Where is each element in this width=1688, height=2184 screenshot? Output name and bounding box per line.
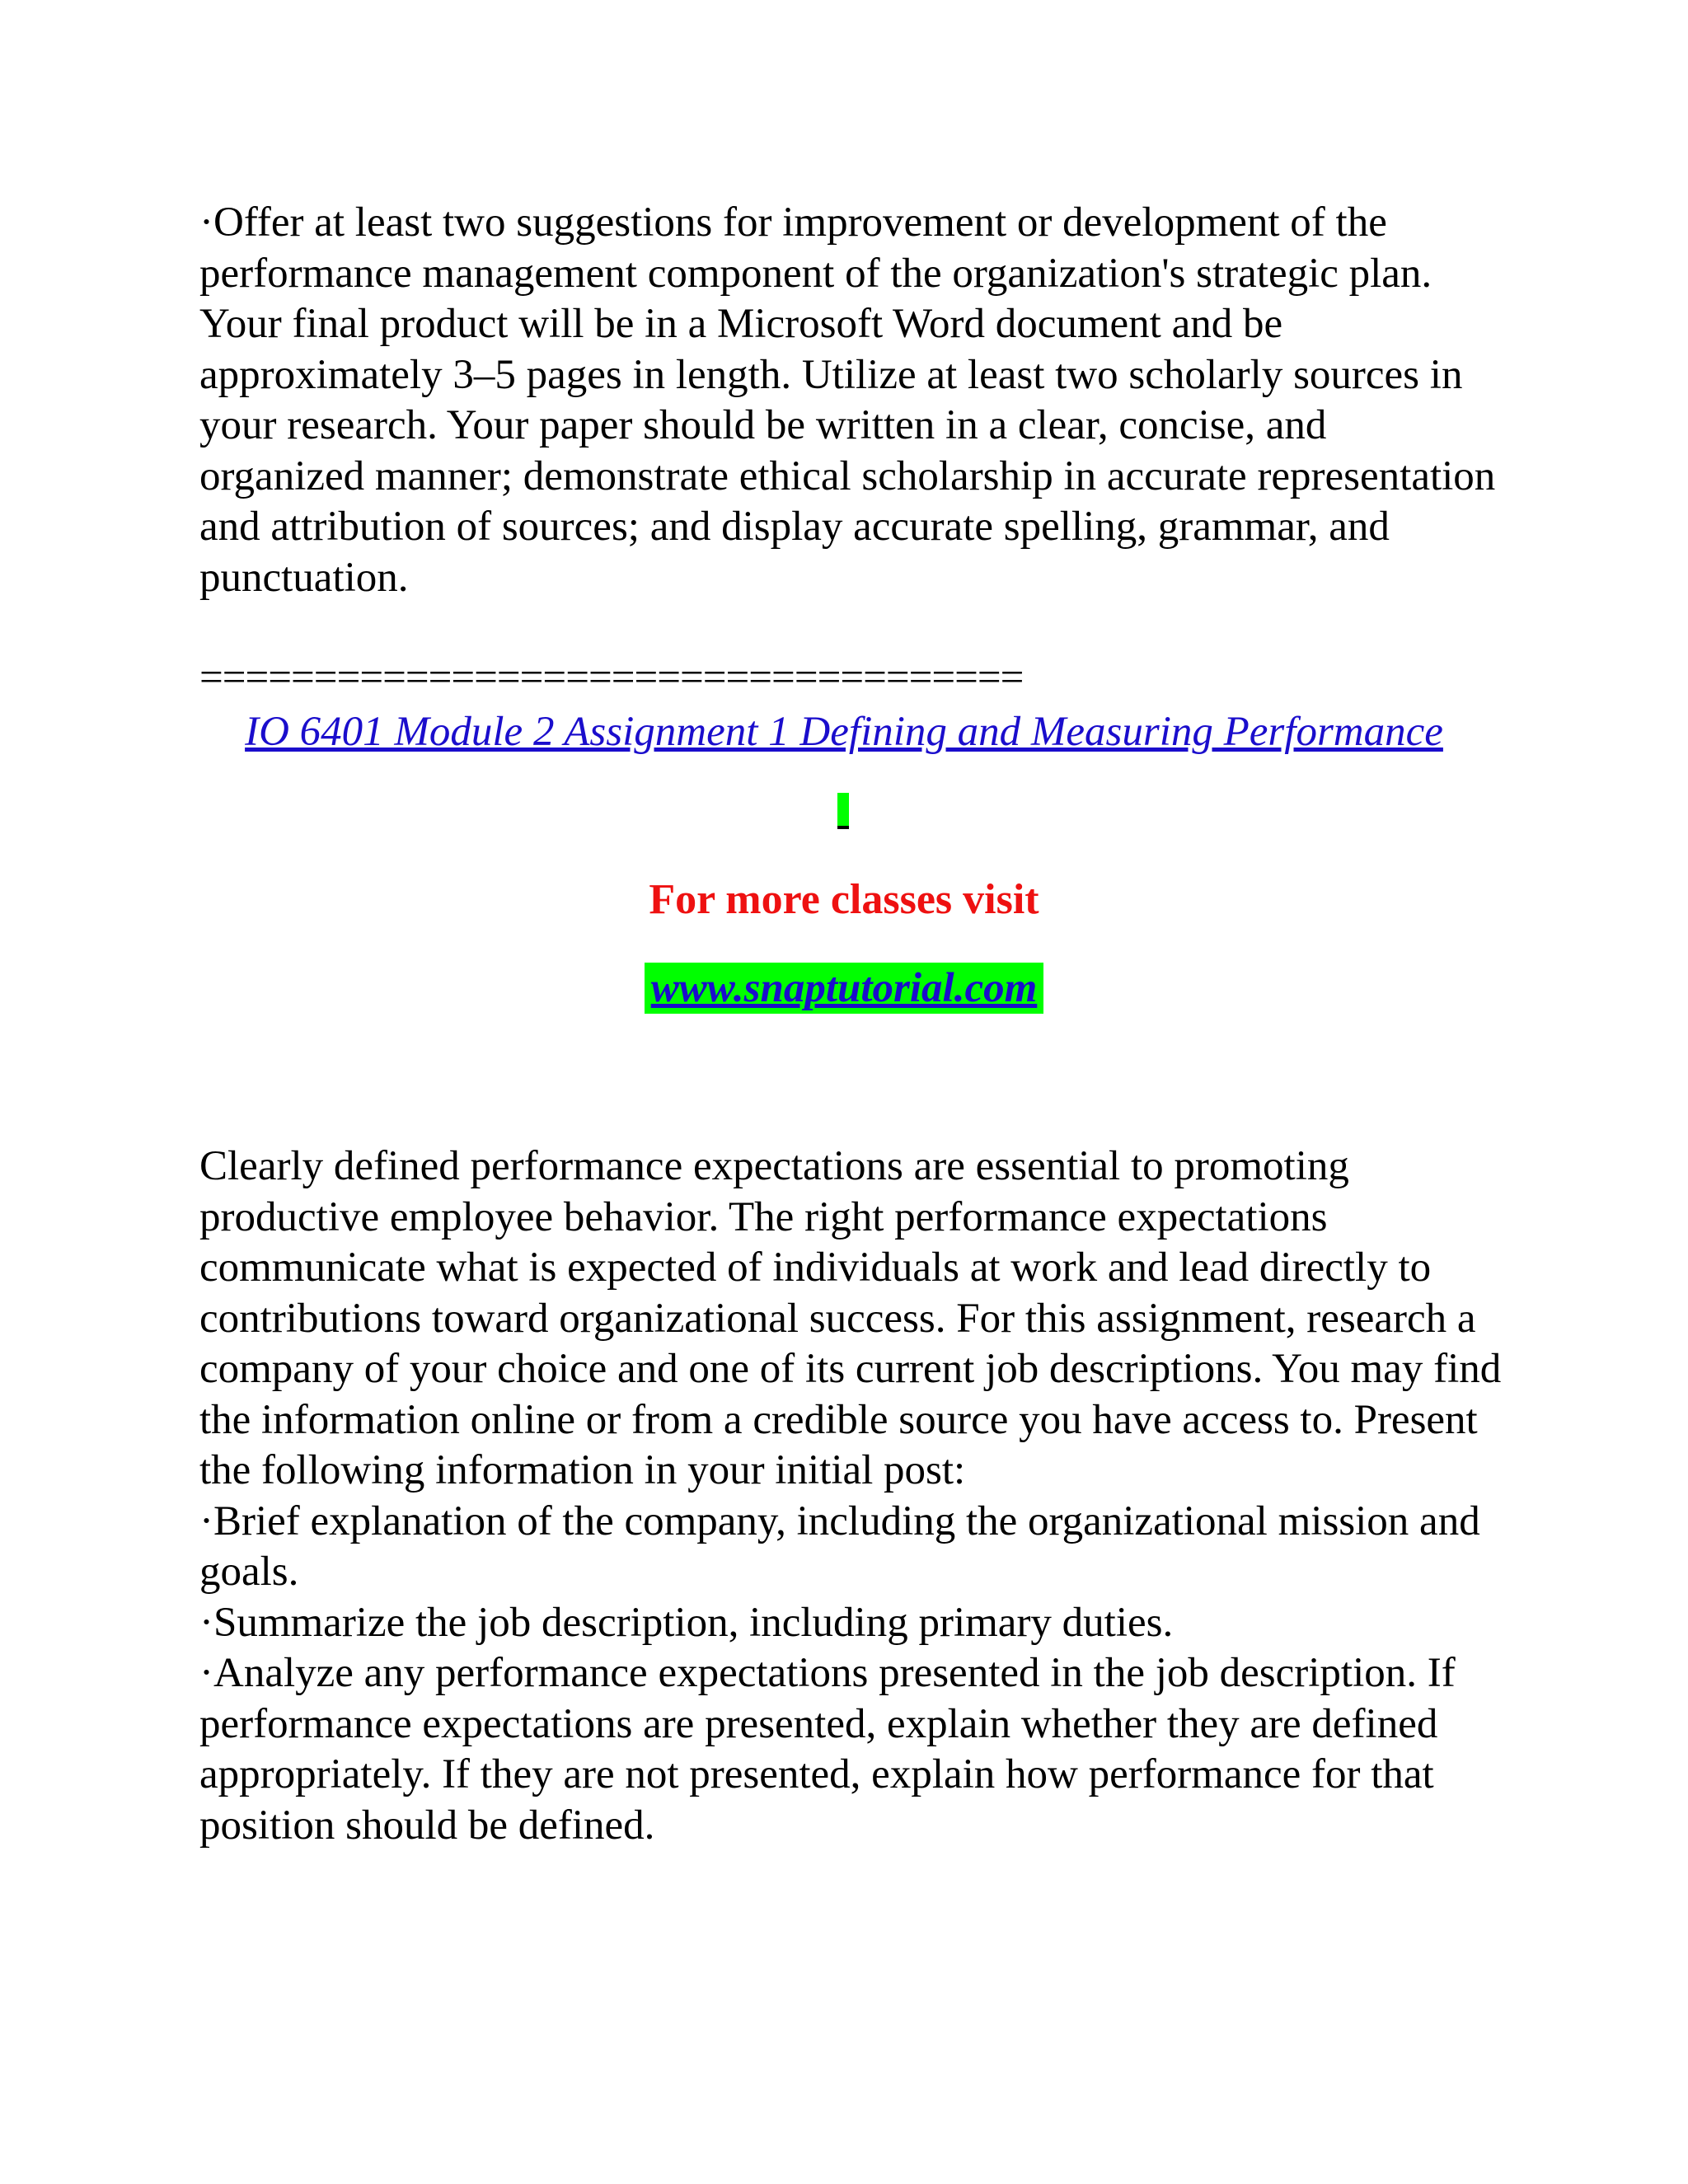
bullet-dot: · [199, 199, 213, 246]
bullet-item [199, 1598, 1502, 1649]
body-section [199, 1141, 1502, 1851]
bullet-text-first: Analyze any performance expectations presented in the job [213, 1650, 1209, 1696]
bullet-item [199, 198, 1502, 299]
bullet-text-first: Offer at least two suggestions for improvement or development of [213, 199, 1325, 246]
bullet-text-rest: mission and goals. [199, 1497, 1480, 1595]
bullet-text-rest: description. If performance expectations are presented, explain whether they are defined appropriately. If they are not presented, explain how performance for that position should be defined. [199, 1650, 1456, 1849]
bullet-text-first: Brief explanation of the company, including the organizational [213, 1497, 1268, 1544]
assignment-title-link[interactable]: IO 6401 Module 2 Assignment 1 Defining and Measuring Performance [245, 709, 1443, 755]
bullet-text-rest: the performance management component of the organization's strategic plan. [199, 199, 1432, 297]
website-link[interactable]: www.snaptutorial.com [645, 963, 1044, 1014]
bullet-dot: · [199, 1599, 213, 1646]
bullet-dot: · [199, 1497, 213, 1544]
bullet-item [199, 1648, 1502, 1851]
bullet-item [199, 1497, 1502, 1598]
top-section [199, 198, 1502, 603]
intro-paragraph: Clearly defined performance expectations are essential to promoting productive employee behavior. The right performance expectations communicate what is expected of individuals at work and lead directly to contributions toward organizational success. For this assignment, research a company of your choice and one of its current job descriptions. You may find the information online or from a credible source you have access to. Present the following information in your initial post: [199, 1143, 1502, 1493]
highlight-mark [837, 793, 849, 829]
more-classes-text: For more classes visit [649, 876, 1039, 923]
website-row [0, 963, 1688, 1014]
bullet-dot: · [199, 1650, 213, 1696]
bullet-text-first: Summarize the job description, including primary duties. [213, 1599, 1174, 1646]
separator-line: ==================================== [199, 661, 1024, 694]
requirements-paragraph: Your final product will be in a Microsoft Word document and be approximately 3–5 pages in length. Utilize at least two scholarly sources in your research. Your paper should be written in a clear, concise, and organized manner; demonstrate ethical scholarship in accurate representation and attribution of sources; and display accurate spelling, grammar, and punctuation. [199, 301, 1496, 601]
